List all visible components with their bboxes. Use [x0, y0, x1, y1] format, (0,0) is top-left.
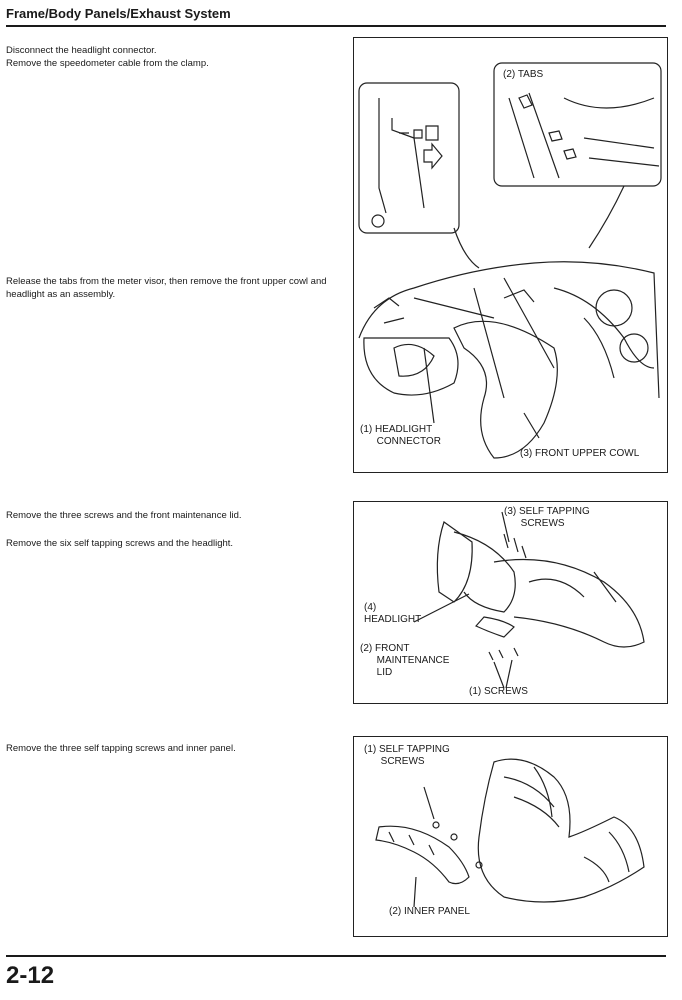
figure-inner-panel [353, 736, 668, 937]
tabs-detail-inset [494, 63, 661, 186]
callout-self-tapping-screws: (1) SELF TAPPING SCREWS [364, 744, 450, 767]
step-remove-headlight: Remove the six self tapping screws and the headlight. [6, 538, 234, 549]
callout-tabs: (2) TABS [503, 69, 544, 80]
step-remove-inner-panel: Remove the three self tapping screws and inner panel. [6, 743, 236, 754]
headlight-shape [364, 338, 458, 395]
callout-inner-panel: (2) INNER PANEL [389, 906, 470, 917]
arrow-icon [424, 144, 442, 168]
callout-headlight: (4) HEADLIGHT [364, 602, 422, 625]
callout-screws: (1) SCREWS [469, 686, 528, 697]
callout-self-tapping-screws: (3) SELF TAPPING SCREWS [504, 506, 590, 529]
step-disconnect-connector [6, 44, 336, 70]
figure-headlight-lid [353, 501, 668, 704]
step-remove-screws-lid: Remove the three screws and the front maintenance lid. [6, 510, 242, 521]
callout-headlight-connector: (1) HEADLIGHT CONNECTOR [360, 424, 441, 447]
step-text-line: Disconnect the headlight connector. [6, 45, 157, 56]
callout-front-upper-cowl: (3) FRONT UPPER COWL [520, 448, 640, 459]
footer-rule [6, 955, 666, 957]
page-number: 2-12 [6, 962, 55, 989]
header-rule [6, 25, 666, 27]
step-release-tabs: Release the tabs from the meter visor, then remove the front upper cowl and headlight as an assembly. [6, 276, 327, 300]
clamp-detail-inset [359, 83, 459, 233]
figure-front-upper-cowl [353, 37, 668, 473]
step-text-line: Remove the speedometer cable from the clamp. [6, 58, 209, 69]
callout-front-maintenance-lid: (2) FRONT MAINTENANCE LID [360, 643, 450, 678]
cowl-illustration [354, 38, 667, 472]
page-header: Frame/Body Panels/Exhaust System [6, 6, 231, 21]
